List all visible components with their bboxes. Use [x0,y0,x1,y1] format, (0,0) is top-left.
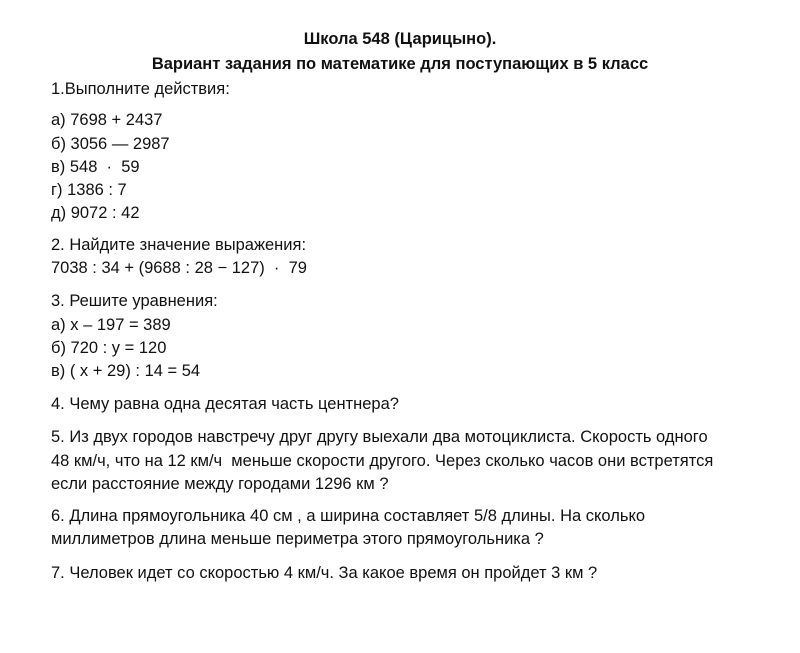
task-7-text: 7. Человек идет со скоростью 4 км/ч. За какое время он пройдет 3 км ? [51,564,598,582]
task-2-expression: 7038 : 34 + (9688 : 28 − 127) · 79 [51,259,307,277]
task-1-item-v: в) 548 · 59 [51,158,140,176]
task-1-heading: 1.Выполните действия: [51,80,230,98]
task-5-line-2: 48 км/ч, что на 12 км/ч меньше скорости другого. Через сколько часов они встретятся [51,452,714,470]
task-6-line-2: миллиметров длина меньше периметра этого прямоугольника ? [51,530,544,548]
task-5-line-3: если расстояние между городами 1296 км ? [51,475,389,493]
task-3-item-b: б) 720 : у = 120 [51,339,167,357]
task-3-item-v: в) ( х + 29) : 14 = 54 [51,362,201,380]
task-1-item-g: г) 1386 : 7 [51,181,127,199]
task-4-text: 4. Чему равна одна десятая часть центнера? [51,395,399,413]
task-3-item-a: а) х – 197 = 389 [51,316,171,334]
task-1-item-b: б) 3056 — 2987 [51,135,170,153]
task-3-heading: 3. Решите уравнения: [51,292,218,310]
task-2-heading: 2. Найдите значение выражения: [51,236,307,254]
task-1-item-d: д) 9072 : 42 [51,204,140,222]
task-5-line-1: 5. Из двух городов навстречу друг другу выехали два мотоциклиста. Скорость одного [51,428,708,446]
task-6-line-1: 6. Длина прямоугольника 40 см , а ширина составляет 5/8 длины. На сколько [51,507,646,525]
task-1-item-a: а) 7698 + 2437 [51,111,163,129]
document-title: Школа 548 (Царицыно). [303,30,497,48]
document-subtitle: Вариант задания по математике для поступающих в 5 класс [151,55,649,73]
